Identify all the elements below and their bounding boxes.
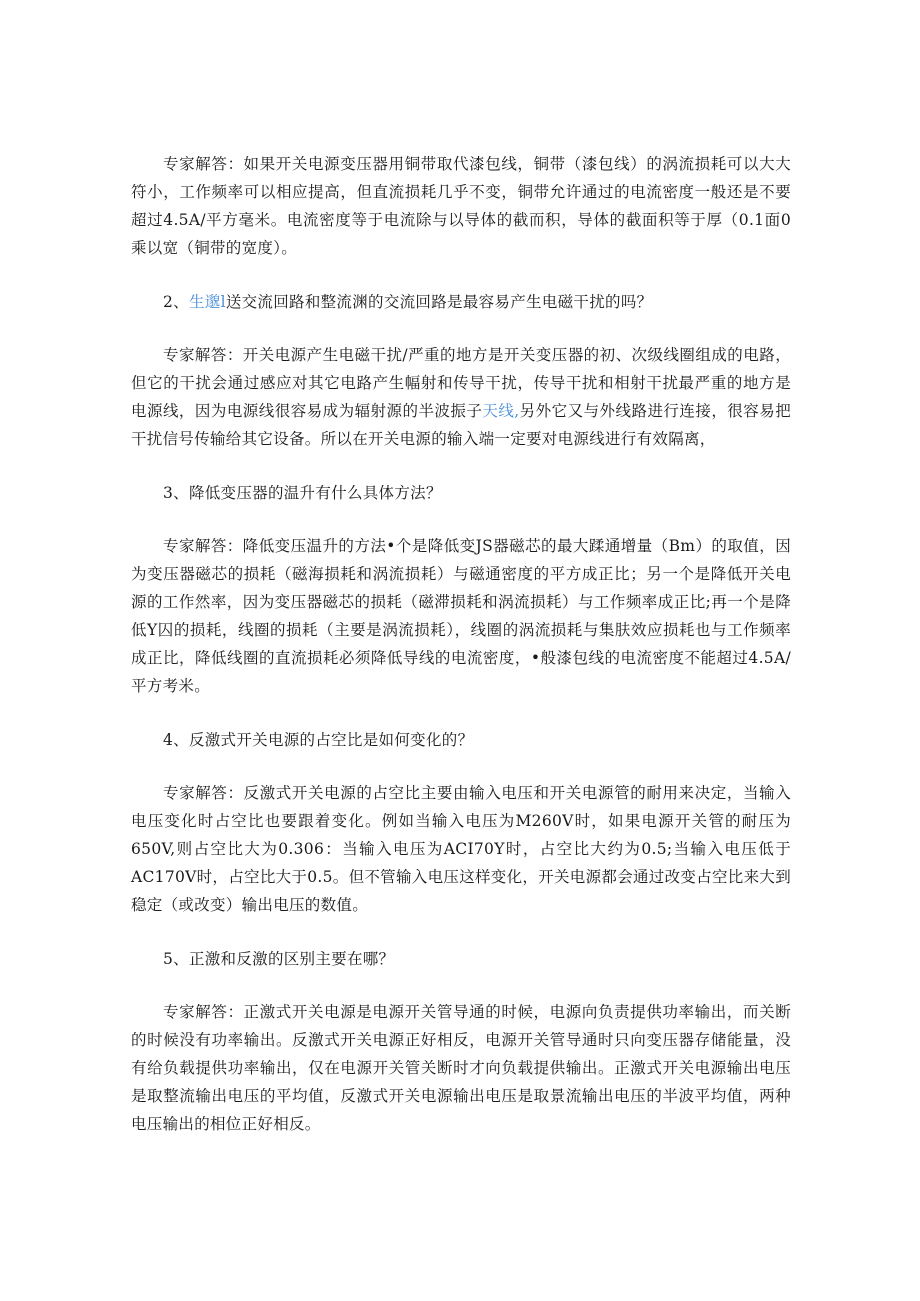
answer-paragraph-5 <box>131 998 791 1138</box>
answer-paragraph-1 <box>131 150 791 262</box>
question-2-link[interactable]: 生邈l <box>188 293 226 311</box>
question-2-number: 2、 <box>163 293 189 311</box>
question-3-text: 3、降低变压器的温升有什么具体方法？ <box>163 484 442 502</box>
question-2 <box>131 288 791 316</box>
answer-3-text: 专家解答：降低变压温升的方法•个是降低变JS器磁芯的最大蹂通增量（Bm）的取值，因为变压器磁芯的损耗（磁海损耗和涡流损耗）与磁通密度的平方成正比；另一个是降低开关电源的工作然率，因为变压器磁芯的损耗（磁滞损耗和涡流损耗）与工作频率成正比;再一个是降低Y囚的损耗，线圈的损耗（主要是涡流损耗），线圈的涡流损耗与集肤效应损耗也与工作频率成正比，降低线圈的直流损耗必须降低导线的电流密度，•般漆包线的电流密度不能超过4.5A/平方考米。 <box>131 537 791 695</box>
answer-paragraph-4 <box>131 779 791 919</box>
answer-paragraph-3 <box>131 532 791 700</box>
answer-2-text-a: 专家解答：开关电源产生电磁干扰/严重的地方是开关变压器的初、次级线圈组成的电路，但它的干扰会通过感应对其它电路产生幅射和传导干扰，传导干扰和相射干扰最严重的地方是电源线，因为电源线很容易成为辐射源的半波振子 <box>131 346 791 420</box>
question-2-text: 送交流回路和整流渊的交流回路是最容易产生电磁干扰的吗？ <box>225 293 653 311</box>
question-5 <box>131 945 791 973</box>
document-body <box>131 150 791 1138</box>
question-4 <box>131 726 791 754</box>
answer-2-text-b: 另外它又与外线路进行连接，很容易把干扰信号传输给其它设备。所以在开关电源的输入端一定要对电源线进行有效隔离， <box>131 402 791 448</box>
answer-4-text: 专家解答：反激式开关电源的占空比主要由输入电压和开关电源管的耐用来决定，当输入电压变化时占空比也要跟着变化。例如当输入电压为M260V时，如果电源开关管的耐压为650V,则占空比大为0.306：当输入电压为ACI70Y时，占空比大约为0.5;当输入电压低于AC170V时，占空比大于0.5。但不管输入电压这样变化，开关电源都会通过改变占空比来大到稳定（或改变）输出电压的数值。 <box>131 784 791 914</box>
question-5-text: 5、正激和反激的区别主要在哪？ <box>163 950 395 968</box>
answer-5-text: 专家解答：正激式开关电源是电源开关管导通的时候，电源向负责提供功率输出，而关断的时候没有功率输出。反激式开关电源正好相反，电源开关管导通时只向变压器存储能量，没有给负载提供功率输出，仅在电源开关管关断时才向负载提供输出。正激式开关电源输出电压是取整流输出电压的平均值，反激式开关电源输出电压是取景流输出电压的半波平均值，两种电压输出的相位正好相反。 <box>131 1003 791 1133</box>
question-3 <box>131 479 791 507</box>
question-4-text: 4、反激式开关电源的占空比是如何变化的？ <box>163 731 474 749</box>
answer-1-text: 专家解答：如果开关电源变压器用铜带取代漆包线，铜带（漆包线）的涡流损耗可以大大符小，工作频率可以相应提高，但直流损耗几乎不变，铜带允许通过的电流密度一般还是不要超过4.5A/平方毫米。电流密度等于电流除与以导体的截而积，导体的截面积等于厚（0.1面0乘以宽（铜带的宽度）。 <box>131 155 791 257</box>
answer-paragraph-2 <box>131 341 791 453</box>
antenna-link[interactable]: 天线, <box>482 402 520 420</box>
